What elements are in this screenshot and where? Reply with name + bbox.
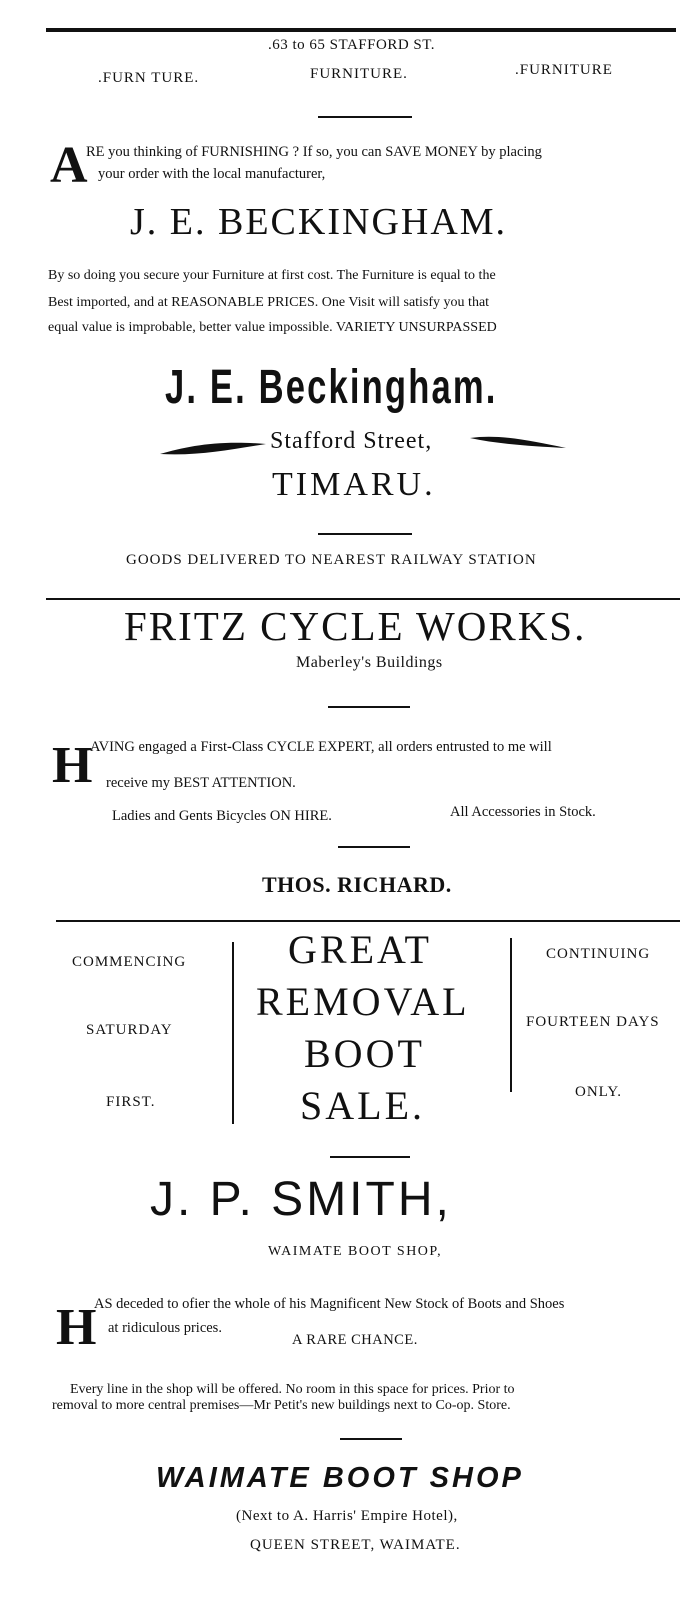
beckingham-condensed-name: J. E. Beckingham.: [165, 361, 498, 414]
divider-rule: [330, 1156, 410, 1158]
furniture-header-left: .FURN TURE.: [98, 70, 200, 86]
delivery-note: GOODS DELIVERED TO NEAREST RAILWAY STATION: [126, 552, 537, 568]
column-rule-left: [232, 942, 234, 1124]
column-rule-right: [510, 938, 512, 1092]
boot-right-only: ONLY.: [575, 1084, 622, 1100]
cycle-line-1: AVING engaged a First-Class CYCLE EXPERT, all orders entrusted to me will: [90, 739, 552, 755]
boot-left-first: FIRST.: [106, 1094, 156, 1110]
smith-line-2: at ridiculous prices.: [108, 1320, 222, 1336]
left-flourish-icon: [158, 436, 268, 458]
section-rule: [56, 920, 680, 922]
divider-rule: [338, 846, 410, 848]
smith-rare-chance: A RARE CHANCE.: [292, 1332, 418, 1348]
divider-rule: [318, 533, 412, 535]
cycle-line-2: receive my BEST ATTENTION.: [106, 775, 296, 791]
top-rule: [46, 28, 676, 32]
intro-line-1: RE you thinking of FURNISHING ? If so, you can SAVE MONEY by placing: [86, 144, 542, 160]
street-address: Stafford Street,: [270, 428, 433, 454]
intro-drop-cap: A: [50, 137, 88, 194]
body-line-3: equal value is improbable, better value impossible. VARIETY UNSURPASSED: [48, 320, 497, 335]
cycle-drop-cap: H: [52, 737, 93, 794]
cycle-signature: THOS. RICHARD.: [262, 872, 452, 897]
boot-removal: REMOVAL: [256, 979, 470, 1024]
beckingham-headline: J. E. BECKINGHAM.: [130, 201, 508, 243]
boot-sale: SALE.: [300, 1083, 425, 1128]
body-line-1: By so doing you secure your Furniture at first cost. The Furniture is equal to the: [48, 268, 496, 283]
footer-street: QUEEN STREET, WAIMATE.: [250, 1537, 461, 1553]
cycle-works-title: FRITZ CYCLE WORKS.: [124, 603, 587, 649]
boot-right-continuing: CONTINUING: [546, 946, 651, 962]
divider-rule: [340, 1438, 402, 1440]
footer-shop-title: WAIMATE BOOT SHOP: [156, 1462, 524, 1494]
cycle-works-subtitle: Maberley's Buildings: [296, 654, 443, 671]
divider-rule: [328, 706, 410, 708]
furniture-header-center: FURNITURE.: [310, 66, 408, 82]
smith-name: J. P. SMITH,: [150, 1173, 452, 1226]
smith-line-1: AS deceded to ofier the whole of his Magnificent New Stock of Boots and Shoes: [94, 1296, 565, 1312]
divider-rule: [318, 116, 412, 118]
body-line-2: Best imported, and at REASONABLE PRICES. One Visit will satisfy you that: [48, 295, 490, 310]
boot-boot: BOOT: [304, 1031, 425, 1076]
boot-left-saturday: SATURDAY: [86, 1022, 173, 1038]
boot-great: GREAT: [288, 927, 432, 972]
smith-every-line-1: Every line in the shop will be offered. No room in this space for prices. Prior to: [70, 1382, 515, 1397]
boot-right-fourteen: FOURTEEN DAYS: [526, 1014, 660, 1030]
section-rule: [46, 598, 680, 600]
footer-next-to: (Next to A. Harris' Empire Hotel),: [236, 1508, 458, 1524]
boot-left-commencing: COMMENCING: [72, 954, 187, 970]
cycle-hire: Ladies and Gents Bicycles ON HIRE.: [112, 808, 332, 824]
town-name: TIMARU.: [272, 466, 436, 503]
cycle-accessories: All Accessories in Stock.: [450, 804, 596, 820]
smith-drop-cap: H: [56, 1299, 97, 1356]
furniture-header-right: .FURNITURE: [515, 62, 613, 78]
smith-shop: WAIMATE BOOT SHOP,: [268, 1244, 443, 1259]
right-flourish-icon: [468, 432, 568, 452]
furniture-address: .63 to 65 STAFFORD ST.: [268, 37, 436, 53]
smith-every-line-2: removal to more central premises—Mr Petit's new buildings next to Co-op. Store.: [52, 1398, 511, 1413]
intro-line-2: your order with the local manufacturer,: [98, 166, 326, 182]
